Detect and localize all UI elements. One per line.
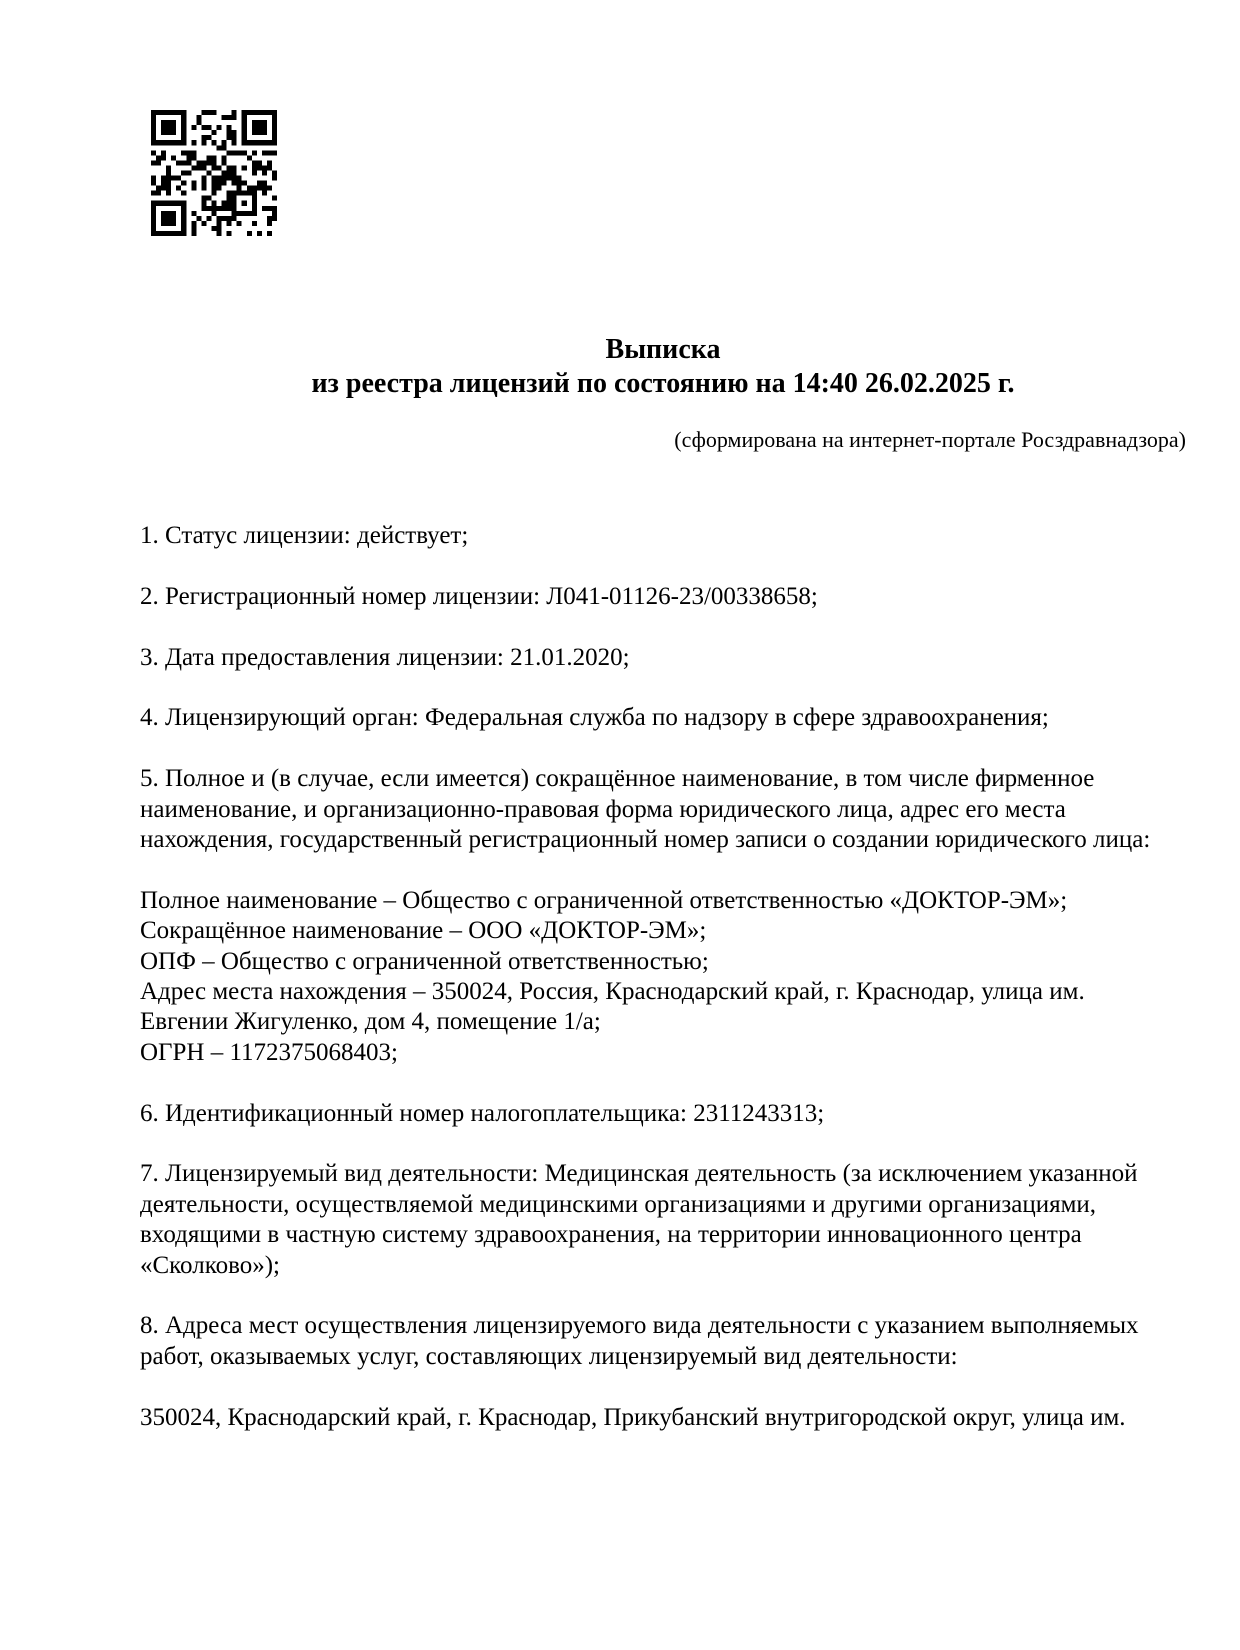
text-line: 8. Адреса мест осуществления лицензируемого вида деятельности с указанием выполняемых [140, 1312, 1139, 1340]
text-line: 7. Лицензируемый вид деятельности: Медицинская деятельность (за исключением указанной [140, 1160, 1138, 1188]
text-line: 4. Лицензирующий орган: Федеральная служба по надзору в сфере здравоохранения; [140, 704, 1049, 732]
title-line-2: из реестра лицензий по состоянию на 14:40 26.02.2025 г. [311, 368, 1015, 399]
item-5-names-intro [140, 764, 1200, 855]
item-8-addresses-intro [140, 1311, 1200, 1372]
text-line: 1. Статус лицензии: действует; [140, 522, 469, 549]
text-line: ОПФ – Общество с ограниченной ответственностью; [140, 947, 709, 975]
item-7-licensed-activity [140, 1159, 1200, 1281]
document-title [140, 333, 1186, 401]
item-3-grant-date [140, 643, 1200, 673]
text-line: 5. Полное и (в случае, если имеется) сокращённое наименование, в том числе фирменное [140, 765, 1095, 793]
document-header [140, 333, 1186, 453]
document-subtitle: (сформирована на интернет-портале Росздравнадзора) [674, 427, 1186, 452]
text-line: Евгении Жигуленко, дом 4, помещение 1/а; [140, 1008, 601, 1036]
text-line: 2. Регистрационный номер лицензии: Л041-01126-23/00338658; [140, 582, 818, 610]
text-line: 3. Дата предоставления лицензии: 21.01.2020; [140, 643, 630, 671]
qr-code-icon [151, 110, 277, 236]
organization-details [140, 886, 1200, 1068]
item-2-registration-number [140, 582, 1200, 612]
text-line: деятельности, осуществляемой медицинскими организациями и другими организациями, [140, 1190, 1097, 1218]
text-line: 350024, Краснодарский край, г. Краснодар, Прикубанский внутригородской округ, улица им. [140, 1403, 1126, 1431]
item-4-licensing-authority [140, 703, 1200, 733]
text-line: Сокращённое наименование – ООО «ДОКТОР-ЭМ»; [140, 917, 707, 945]
text-line: Адрес места нахождения – 350024, Россия, Краснодарский край, г. Краснодар, улица им. [140, 978, 1085, 1006]
activity-address-line [140, 1403, 1200, 1433]
item-6-taxpayer-number [140, 1099, 1200, 1129]
document-body [140, 521, 1200, 1433]
text-line: Полное наименование – Общество с ограниченной ответственностью «ДОКТОР-ЭМ»; [140, 886, 1068, 914]
text-line: работ, оказываемых услуг, составляющих лицензируемый вид деятельности: [140, 1342, 958, 1370]
text-line: «Сколково»); [140, 1251, 280, 1279]
text-line: входящими в частную систему здравоохранения, на территории инновационного центра [140, 1221, 1082, 1249]
text-line: нахождения, государственный регистрационный номер записи о создании юридического лица: [140, 826, 1151, 853]
title-line-1: Выписка [605, 334, 721, 365]
text-line: ОГРН – 1172375068403; [140, 1038, 398, 1066]
item-1-license-status [140, 521, 1200, 551]
text-line: 6. Идентификационный номер налогоплательщика: 2311243313; [140, 1099, 825, 1127]
text-line: наименование, и организационно-правовая форма юридического лица, адрес его места [140, 795, 1066, 823]
